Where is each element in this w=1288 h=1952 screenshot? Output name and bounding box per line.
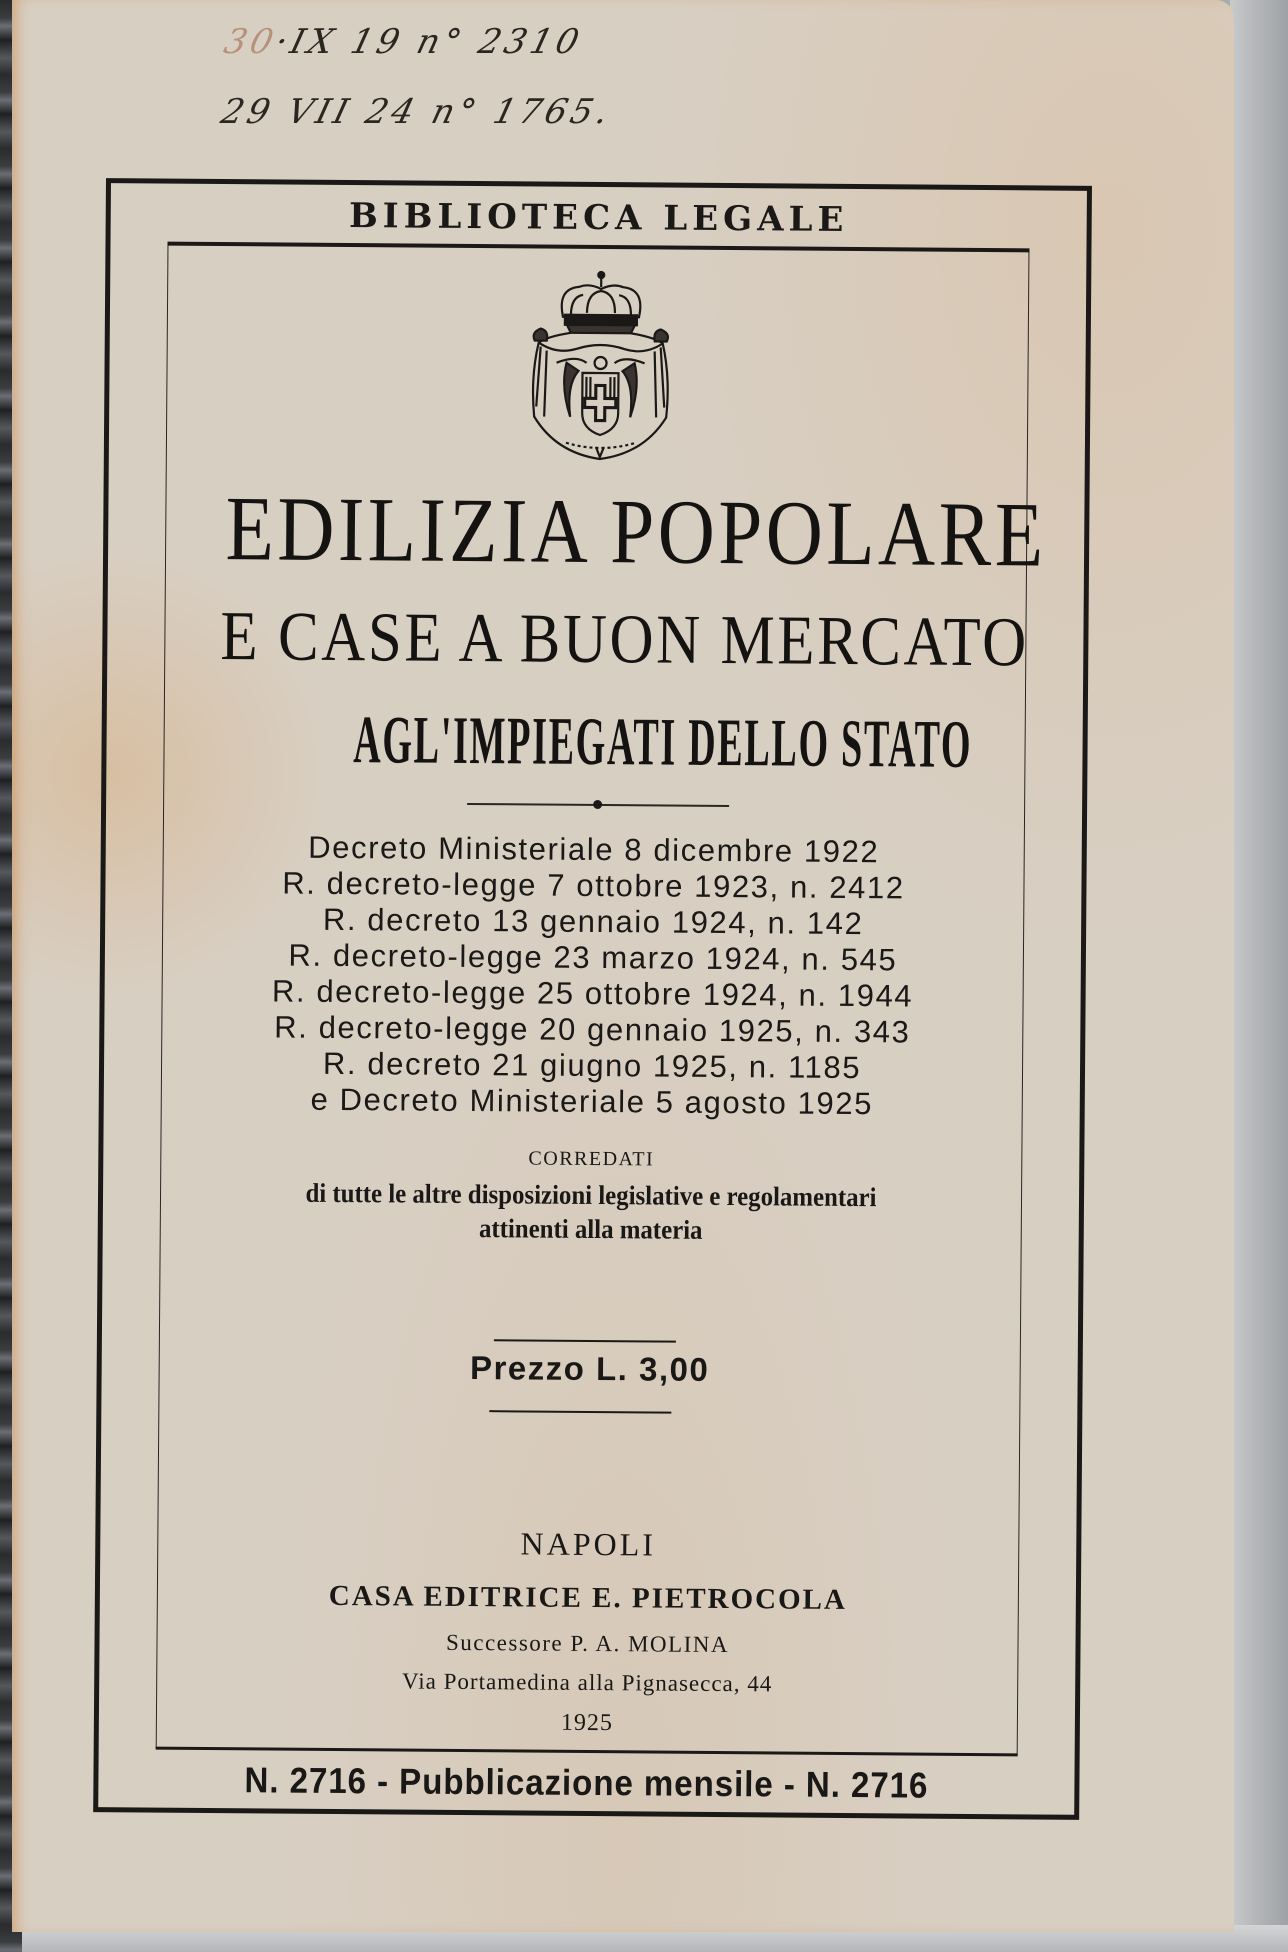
book-subtitle-2: AGL'IMPIEGATI DELLO STATO: [352, 701, 973, 782]
decree-item: R. decreto-legge 23 marzo 1924, n. 545: [288, 937, 898, 978]
cover-frame: [93, 178, 1092, 1820]
decree-item: R. decreto-legge 7 ottobre 1923, n. 2412: [282, 865, 905, 906]
publisher-address: Via Portamedina alla Pignasecca, 44: [402, 1668, 773, 1697]
annex-description: [194, 1175, 988, 1249]
price-label: Prezzo L. 3,00: [469, 1349, 710, 1388]
publisher-successor: Successore P. A. MOLINA: [445, 1629, 730, 1658]
issue-number-footer: N. 2716 - Pubblicazione mensile - N. 2716: [244, 1759, 929, 1806]
handwritten-note-2: 29 VII 24 n° 1765.: [217, 92, 617, 132]
corredati-label: CORREDATI: [528, 1147, 655, 1171]
decree-item: R. decreto-legge 25 ottobre 1924, n. 1944: [271, 973, 914, 1014]
annex-line: attinenti alla materia: [478, 1213, 703, 1245]
scanner-backdrop-right: [1230, 0, 1288, 1952]
decree-item: R. decreto 13 gennaio 1924, n. 142: [322, 901, 864, 942]
decree-item: R. decreto 21 giugno 1925, n. 1185: [322, 1045, 862, 1086]
publisher-name: CASA EDITRICE E. PIETROCOLA: [328, 1579, 848, 1616]
publication-year: 1925: [560, 1709, 613, 1737]
decree-item: R. decreto-legge 20 gennaio 1925, n. 343: [274, 1009, 911, 1050]
savoy-royal-crest-icon: [526, 266, 676, 462]
decree-item: e Decreto Ministeriale 5 agosto 1925: [310, 1081, 874, 1122]
decree-item: Decreto Ministeriale 8 dicembre 1922: [308, 829, 880, 870]
ornament-dot-icon: [593, 800, 602, 809]
handwritten-note-1: [220, 22, 587, 62]
decree-list: [161, 829, 1025, 1124]
book-subtitle: E CASE A BUON MERCATO: [220, 598, 1030, 682]
book-title: EDILIZIA POPOLARE: [225, 477, 1048, 586]
publisher-city: NAPOLI: [520, 1525, 657, 1563]
annex-line: di tutte le altre disposizioni legislative e regolamentari: [305, 1177, 877, 1213]
handwritten-note-1-prefix: 30: [220, 22, 282, 62]
series-title: BIBLIOTECA LEGALE: [348, 196, 849, 240]
handwritten-note-1-text: ·IX 19 n° 2310: [271, 22, 587, 62]
